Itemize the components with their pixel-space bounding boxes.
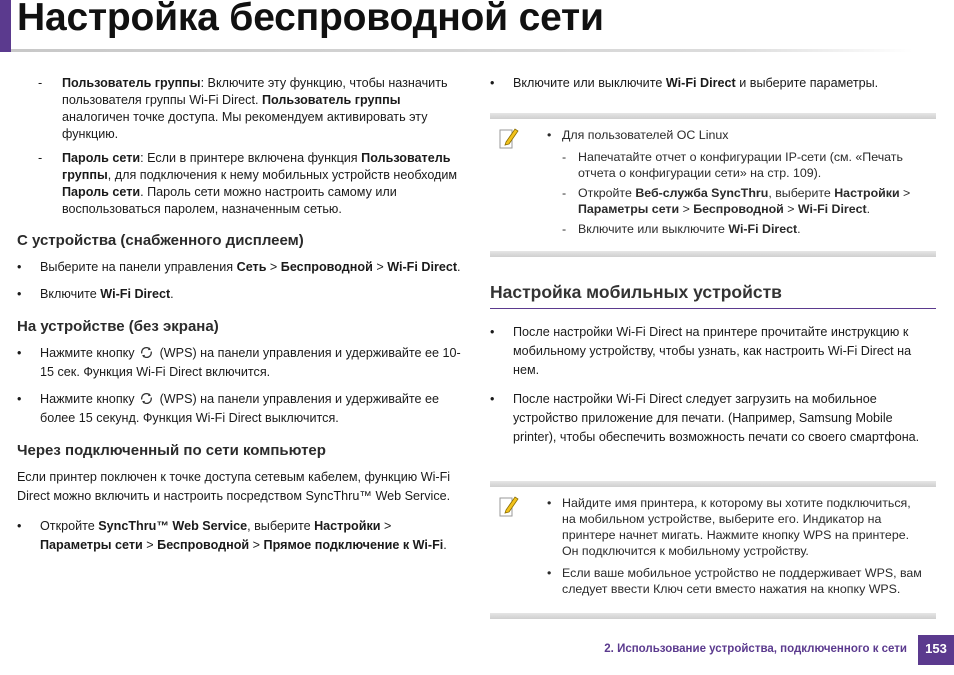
wps-icon — [139, 345, 154, 360]
note-item: - Напечатайте отчет о конфигурации IP-сети (см. «Печать отчета о конфигурации сети» на стр. 109). — [562, 150, 903, 180]
title-divider — [11, 49, 913, 52]
note-item: • Если ваше мобильное устройство не поддерживает WPS, вам следует ввести Ключ сети вместо нажатия на кнопку WPS. — [547, 566, 922, 596]
subheading-network-pc: Через подключенный по сети компьютер — [17, 442, 326, 459]
note-item: - Откройте Веб-служба SyncThru, выберите Настройки > Параметры сети > Беспроводной > Wi-Fi Direct. — [562, 186, 911, 216]
left-column — [17, 75, 465, 563]
page-title: Настройка беспроводной сети — [17, 0, 604, 39]
subheading-without-display: На устройстве (без экрана) — [17, 318, 219, 335]
note-box-wps — [490, 481, 936, 619]
paragraph: Если принтер поключен к точке доступа сетевым кабелем, функцию Wi-Fi Direct можно включить и настроить посредством SyncThru™ Web Service. — [17, 470, 451, 503]
note-item: - Включите или выключите Wi-Fi Direct. — [562, 222, 801, 236]
list-item: - Пользователь группы: Включите эту функцию, чтобы назначить пользователя группы Wi-Fi Direct. Пользователь группы аналогичен точке доступа. Мы рекомендуем активировать эту функцию. — [38, 76, 448, 141]
note-item: • Найдите имя принтера, к которому вы хотите подключиться, на мобильном устройстве, выберите его. Индикатор на принтере начнет мигать. Нажмите кнопку WPS на принтере. Он подключится к мобильному устройству. — [547, 496, 911, 558]
list-item: - Пароль сети: Если в принтере включена функция Пользователь группы, для подключения к нему мобильных устройств необходим Пароль сети. Пароль сети можно настроить самому или воспользоваться паролем, назначенным сетью. — [38, 151, 458, 216]
list-item: • После настройки Wi-Fi Direct на принтере прочитайте инструкцию к мобильному устройству, чтобы узнать, как настроить Wi-Fi Direct на нем. — [490, 325, 912, 377]
list-item: • Выберите на панели управления Сеть > Беспроводной > Wi-Fi Direct. — [17, 260, 461, 274]
page-number: 153 — [918, 635, 954, 665]
list-item: • Нажмите кнопку (WPS) на панели управления и удерживайте ее 10- 15 сек. Функция Wi-Fi Direct включится. — [17, 346, 461, 379]
list-item: • Нажмите кнопку (WPS) на панели управления и удерживайте ее более 15 секунд. Функция Wi-Fi Direct выключится. — [17, 392, 440, 425]
list-item: • Включите или выключите Wi-Fi Direct и выберите параметры. — [490, 76, 879, 90]
list-item: • Включите Wi-Fi Direct. — [17, 287, 174, 301]
right-column — [490, 75, 936, 99]
subheading-with-display: С устройства (снабженного дисплеем) — [17, 232, 304, 249]
note-pencil-icon — [497, 493, 521, 519]
list-item: • Откройте SyncThru™ Web Service, выберите Настройки > Параметры сети > Беспроводной > Прямое подключение к Wi-Fi. — [17, 519, 447, 552]
list-item: • После настройки Wi-Fi Direct следует загрузить на мобильное устройство приложение для печати. (Например, Samsung Mobile printer), чтобы обеспечить возможность печати со своего смартфона. — [490, 392, 920, 444]
footer-chapter: 2. Использование устройства, подключенного к сети — [604, 643, 907, 655]
mobile-list — [490, 323, 936, 455]
note-box-linux — [490, 113, 936, 257]
note-item: • Для пользователей ОС Linux — [547, 128, 729, 142]
wps-icon — [139, 391, 154, 406]
section-heading-mobile: Настройка мобильных устройств — [490, 282, 936, 309]
note-pencil-icon — [497, 125, 521, 151]
title-accent-bar — [0, 0, 11, 52]
